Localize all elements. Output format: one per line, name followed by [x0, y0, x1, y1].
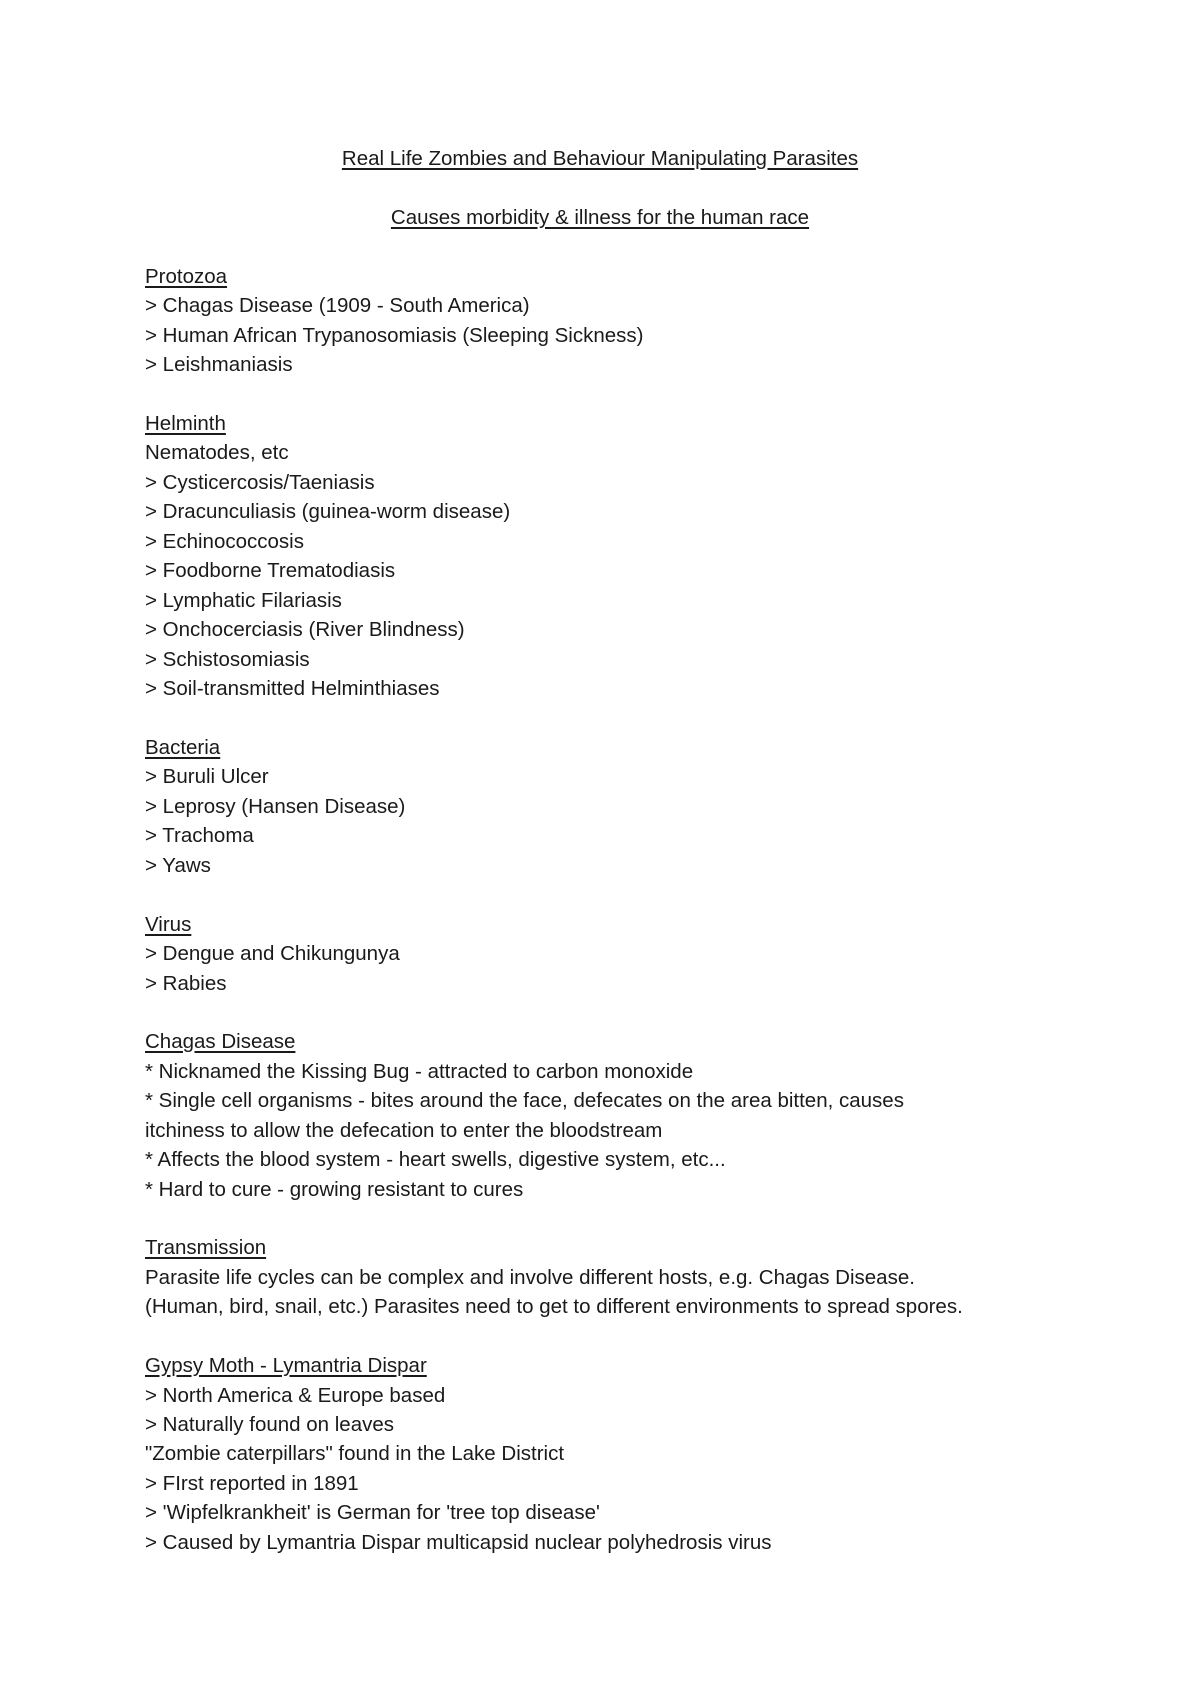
list-item: > Chagas Disease (1909 - South America) [145, 294, 530, 317]
section-note: Nematodes, etc [145, 441, 289, 464]
list-item: > Dracunculiasis (guinea-worm disease) [145, 500, 511, 523]
list-item: > Yaws [145, 854, 211, 877]
document-title: Real Life Zombies and Behaviour Manipulating Parasites [341, 147, 859, 170]
document-subtitle: Causes morbidity & illness for the human race [390, 206, 810, 229]
list-item: * Affects the blood system - heart swells, digestive system, etc... [145, 1148, 726, 1171]
section-heading-chagas: Chagas Disease [145, 1030, 296, 1053]
list-item: "Zombie caterpillars" found in the Lake District [145, 1442, 565, 1465]
list-item: > Soil-transmitted Helminthiases [145, 677, 440, 700]
section-heading-bacteria: Bacteria [145, 736, 221, 759]
list-item: > Echinococcosis [145, 530, 304, 553]
list-item: > FIrst reported in 1891 [145, 1472, 359, 1495]
list-item: > Dengue and Chikungunya [145, 942, 400, 965]
list-item: > Leprosy (Hansen Disease) [145, 795, 406, 818]
paragraph-line: (Human, bird, snail, etc.) Parasites need to get to different environments to spread spores. [145, 1295, 963, 1318]
list-item: > Rabies [145, 972, 227, 995]
list-item: > Schistosomiasis [145, 648, 310, 671]
section-heading-gypsy-moth: Gypsy Moth - Lymantria Dispar [145, 1354, 427, 1377]
list-item: > Caused by Lymantria Dispar multicapsid nuclear polyhedrosis virus [145, 1531, 772, 1554]
section-heading-virus: Virus [145, 913, 192, 936]
list-item: > Human African Trypanosomiasis (Sleeping Sickness) [145, 324, 644, 347]
list-item: * Nicknamed the Kissing Bug - attracted to carbon monoxide [145, 1060, 694, 1083]
list-item: > Buruli Ulcer [145, 765, 269, 788]
paragraph-line: Parasite life cycles can be complex and involve different hosts, e.g. Chagas Disease. [145, 1266, 915, 1289]
list-item: itchiness to allow the defecation to enter the bloodstream [145, 1119, 663, 1142]
section-heading-protozoa: Protozoa [145, 265, 228, 288]
list-item: > Trachoma [145, 824, 254, 847]
list-item: > Onchocerciasis (River Blindness) [145, 618, 465, 641]
list-item: > 'Wipfelkrankheit' is German for 'tree top disease' [145, 1501, 600, 1524]
list-item: > Leishmaniasis [145, 353, 293, 376]
section-heading-helminth: Helminth [145, 412, 226, 435]
section-heading-transmission: Transmission [145, 1236, 267, 1259]
list-item: > Cysticercosis/Taeniasis [145, 471, 375, 494]
list-item: > Lymphatic Filariasis [145, 589, 342, 612]
list-item: * Hard to cure - growing resistant to cures [145, 1178, 524, 1201]
list-item: > Foodborne Trematodiasis [145, 559, 396, 582]
list-item: > North America & Europe based [145, 1384, 446, 1407]
list-item: > Naturally found on leaves [145, 1413, 395, 1436]
list-item: * Single cell organisms - bites around the face, defecates on the area bitten, causes [145, 1089, 904, 1112]
